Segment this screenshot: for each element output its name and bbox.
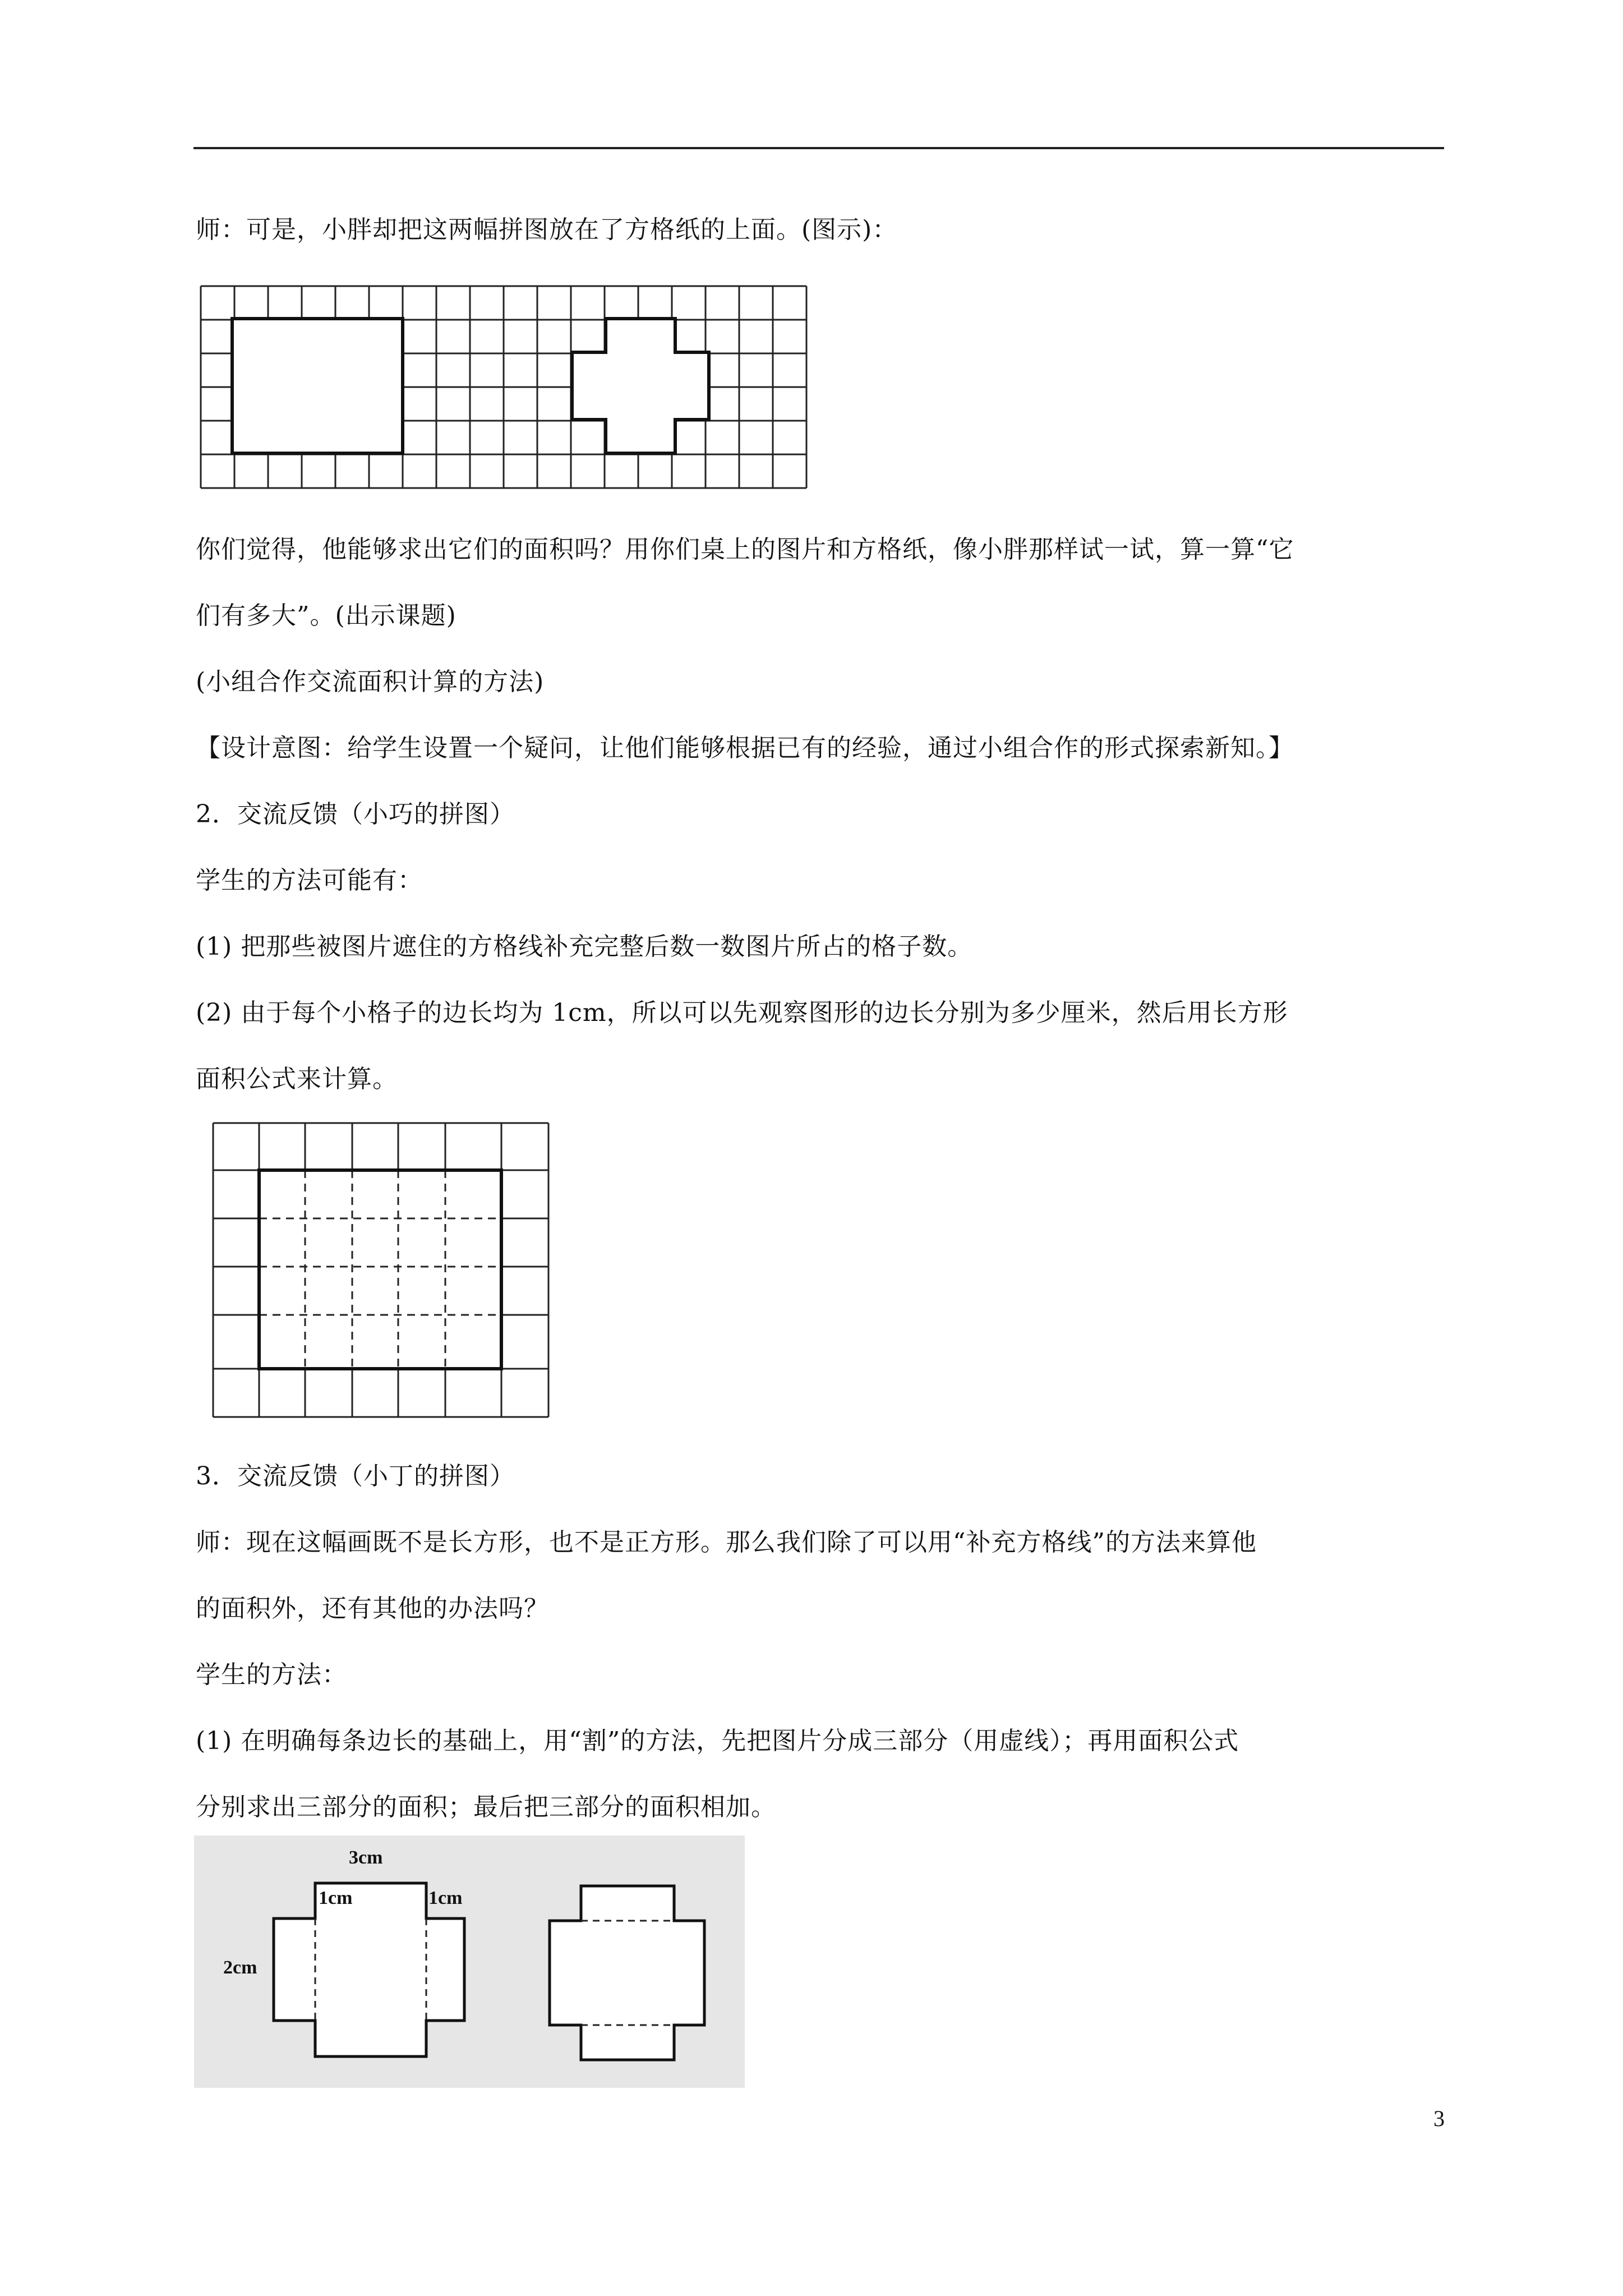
list-item: (1) 在明确每条边长的基础上，用“割”的方法，先把图片分成三部分（用虚线）；再用面积公式 (196, 1727, 1239, 1755)
list-item: (2) 由于每个小格子的边长均为 1cm，所以可以先观察图形的边长分别为多少厘米，然后用长方形 (196, 999, 1288, 1027)
grid-figure-two-puzzles (200, 285, 811, 498)
list-item: (1) 把那些被图片遮住的方格线补充完整后数一数图片所占的格子数。 (196, 932, 973, 961)
dimension-label-side: 2cm (223, 1957, 257, 1978)
split-shape-figure (194, 1835, 745, 2088)
grid-figure2-svg (212, 1122, 554, 1419)
header-rule (193, 147, 1444, 149)
paragraph: (小组合作交流面积计算的方法) (196, 668, 545, 696)
split-shape-svg (194, 1835, 745, 2088)
paragraph: 们有多大”。(出示课题) (196, 601, 457, 630)
paragraph: 你们觉得，他能够求出它们的面积吗？用你们桌上的图片和方格纸，像小胖那样试一试，算一算“它 (196, 535, 1294, 564)
section-heading: 3．交流反馈（小丁的拼图） (196, 1462, 515, 1490)
list-item-continued: 分别求出三部分的面积；最后把三部分的面积相加。 (196, 1793, 776, 1821)
dimension-label-top: 3cm (349, 1847, 383, 1868)
page-number: 3 (1433, 2106, 1445, 2131)
list-item-continued: 面积公式来计算。 (196, 1065, 398, 1093)
paragraph: 学生的方法可能有： (196, 866, 423, 895)
paragraph: 的面积外，还有其他的办法吗？ (196, 1594, 549, 1623)
grid-figure-rectangle-dashed (212, 1122, 554, 1419)
design-intent-note: 【设计意图：给学生设置一个疑问，让他们能够根据已有的经验，通过小组合作的形式探索新知。】 (196, 734, 1294, 762)
paragraph: 师：可是，小胖却把这两幅拼图放在了方格纸的上面。(图示)： (196, 215, 898, 244)
paragraph: 师：现在这幅画既不是长方形，也不是正方形。那么我们除了可以用“补充方格线”的方法来算他 (196, 1528, 1257, 1557)
dimension-label-inner-right: 1cm (428, 1888, 463, 1908)
grid-figure-svg (200, 285, 811, 498)
cross-puzzle (572, 319, 709, 453)
section-heading: 2．交流反馈（小巧的拼图） (196, 800, 515, 829)
paragraph: 学生的方法： (196, 1660, 347, 1689)
dimension-label-inner-left: 1cm (319, 1888, 353, 1908)
rectangle-puzzle (232, 319, 403, 453)
